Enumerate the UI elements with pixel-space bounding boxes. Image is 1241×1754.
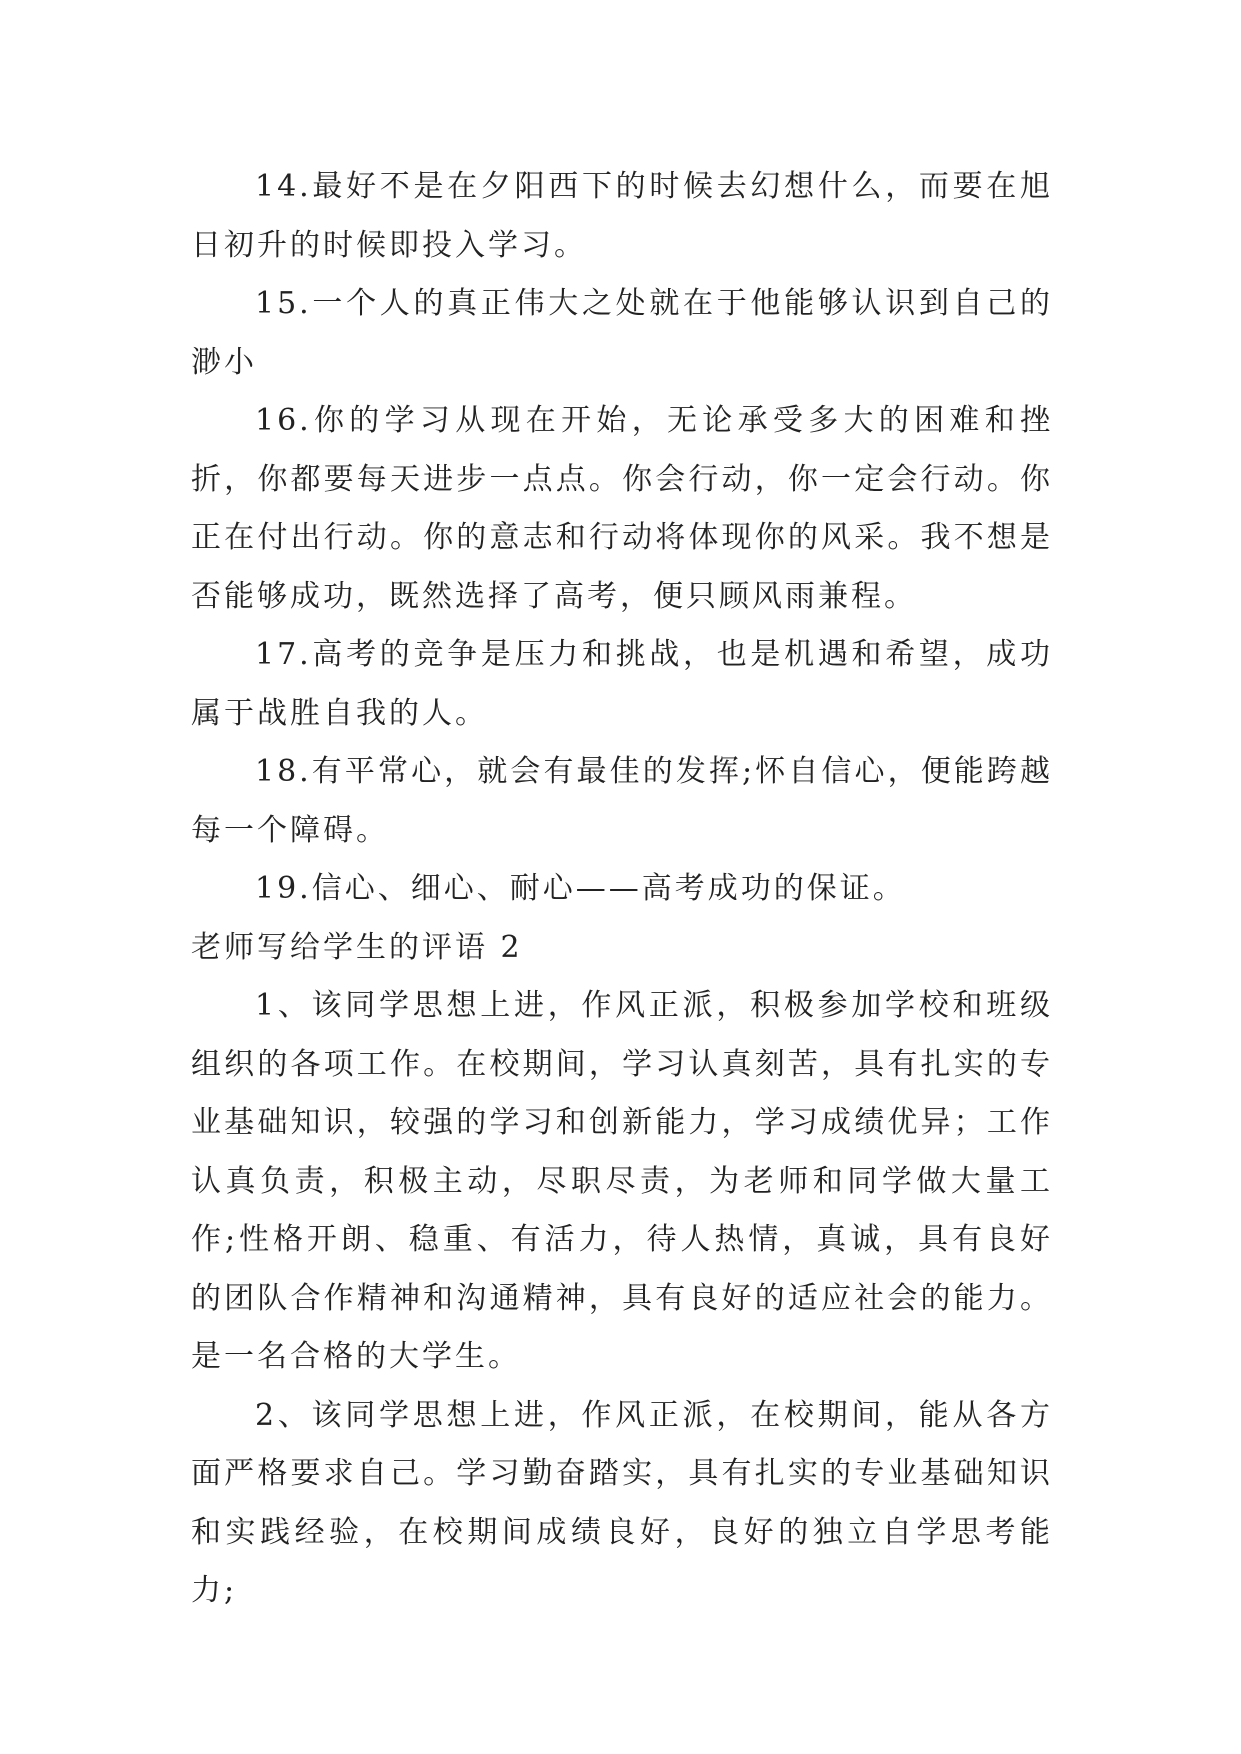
paragraph-14: 14.最好不是在夕阳西下的时候去幻想什么，而要在旭日初升的时候即投入学习。 xyxy=(191,169,1053,263)
section-heading: 老师写给学生的评语 2 xyxy=(191,929,523,965)
paragraph-17: 17.高考的竞争是压力和挑战，也是机遇和希望，成功属于战胜自我的人。 xyxy=(191,637,1053,731)
paragraph-16: 16.你的学习从现在开始，无论承受多大的困难和挫折，你都要每天进步一点点。你会行动，你一定会行动。你正在付出行动。你的意志和行动将体现你的风采。我不想是否能够成功，既然选择了高考，便只顾风雨兼程。 xyxy=(191,403,1053,614)
paragraph-15: 15.一个人的真正伟大之处就在于他能够认识到自己的渺小 xyxy=(191,286,1053,380)
document-body xyxy=(191,158,1053,1621)
comment-paragraph-2: 2、该同学思想上进，作风正派，在校期间，能从各方面严格要求自己。学习勤奋踏实，具有扎实的专业基础知识和实践经验，在校期间成绩良好，良好的独立自学思考能力; xyxy=(191,1397,1053,1608)
comment-paragraph-1: 1、该同学思想上进，作风正派，积极参加学校和班级组织的各项工作。在校期间，学习认真刻苦，具有扎实的专业基础知识，较强的学习和创新能力，学习成绩优异；工作认真负责，积极主动，尽职尽责，为老师和同学做大量工作;性格开朗、稳重、有活力，待人热情，真诚，具有良好的团队合作精神和沟通精神，具有良好的适应社会的能力。是一名合格的大学生。 xyxy=(191,988,1053,1374)
paragraph-18: 18.有平常心，就会有最佳的发挥;怀自信心，便能跨越每一个障碍。 xyxy=(191,754,1053,848)
paragraph-19: 19.信心、细心、耐心——高考成功的保证。 xyxy=(255,871,906,906)
